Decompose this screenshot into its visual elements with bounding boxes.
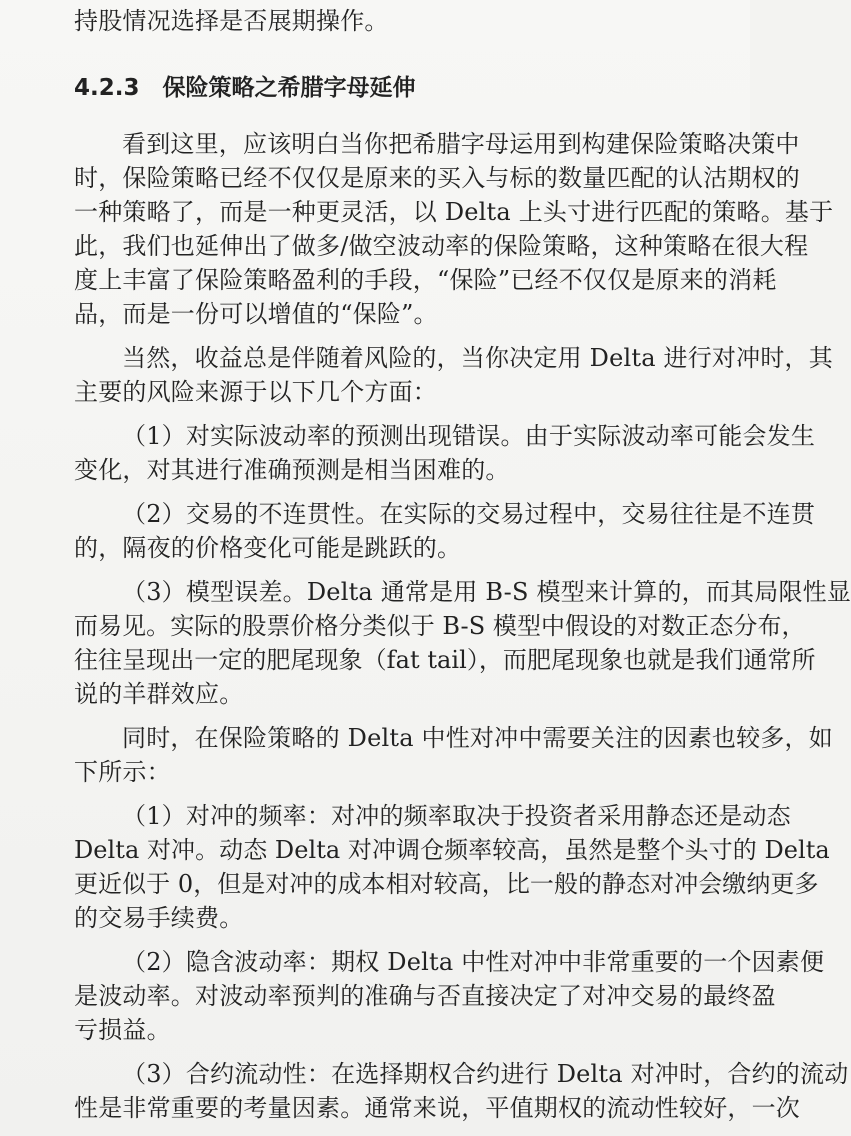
- risk-item-3: [74, 575, 851, 711]
- risk-item-3-line-3: 往往呈现出一定的肥尾现象（fat tail），而肥尾现象也就是我们通常所: [74, 646, 816, 674]
- factor-item-1-line-4: 的交易手续费。: [74, 904, 244, 932]
- paragraph-1-line-5: 度上丰富了保险策略盈利的手段，“保险”已经不仅仅是原来的消耗: [74, 266, 777, 294]
- paragraph-1-line-3: 一种策略了，而是一种更灵活，以 Delta 上头寸进行匹配的策略。基于: [74, 198, 834, 226]
- paragraph-2-line-1: 当然，收益总是伴随着风险的，当你决定用 Delta 进行对冲时，其: [122, 344, 833, 372]
- paragraph-3-line-2: 下所示：: [74, 758, 171, 786]
- risk-item-1-line-2: 变化，对其进行准确预测是相当困难的。: [74, 456, 510, 484]
- paragraph-3: [74, 721, 833, 789]
- paragraph-1-line-4: 此，我们也延伸出了做多/做空波动率的保险策略，这种策略在很大程: [74, 232, 809, 260]
- factor-item-2: [74, 945, 825, 1047]
- factor-item-2-line-1: （2）隐含波动率：期权 Delta 中性对冲中非常重要的一个因素便: [122, 948, 825, 976]
- risk-item-1: [74, 419, 816, 487]
- paragraph-1-line-2: 时，保险策略已经不仅仅是原来的买入与标的数量匹配的认沽期权的: [74, 164, 800, 192]
- factor-item-1-line-1: （1）对冲的频率：对冲的频率取决于投资者采用静态还是动态: [122, 802, 791, 830]
- paragraph-1-line-6: 品，而是一份可以增值的“保险”。: [74, 300, 438, 328]
- risk-item-3-line-2: 而易见。实际的股票价格分类似于 B-S 模型中假设的对数正态分布，: [74, 612, 806, 640]
- risk-item-2-line-2: 的，隔夜的价格变化可能是跳跃的。: [74, 534, 462, 562]
- factor-item-2-line-3: 亏损益。: [74, 1016, 171, 1044]
- page-content: [74, 4, 851, 1125]
- paragraph-3-line-1: 同时，在保险策略的 Delta 中性对冲中需要关注的因素也较多，如: [122, 724, 833, 752]
- risk-item-1-line-1: （1）对实际波动率的预测出现错误。由于实际波动率可能会发生: [122, 422, 816, 450]
- factor-item-3-line-1: （3）合约流动性：在选择期权合约进行 Delta 对冲时，合约的流动: [122, 1060, 849, 1088]
- section-heading: 4.2.3 保险策略之希腊字母延伸: [74, 75, 416, 101]
- paragraph-1-line-1: 看到这里，应该明白当你把希腊字母运用到构建保险策略决策中: [122, 130, 800, 158]
- factor-item-3: [74, 1057, 849, 1125]
- factor-item-1-line-3: 更近似于 0，但是对冲的成本相对较高，比一般的静态对冲会缴纳更多: [74, 870, 819, 898]
- intro-line: 持股情况选择是否展期操作。: [74, 7, 389, 35]
- risk-item-3-line-1: （3）模型误差。Delta 通常是用 B-S 模型来计算的，而其局限性显: [122, 578, 851, 606]
- factor-item-3-line-2: 性是非常重要的考量因素。通常来说，平值期权的流动性较好，一次: [74, 1094, 800, 1122]
- risk-item-2: [74, 497, 816, 565]
- factor-item-2-line-2: 是波动率。对波动率预判的准确与否直接决定了对冲交易的最终盈: [74, 982, 776, 1010]
- paragraph-1: [74, 127, 834, 331]
- factor-item-1: [74, 799, 830, 935]
- paragraph-2: [74, 341, 833, 409]
- risk-item-2-line-1: （2）交易的不连贯性。在实际的交易过程中，交易往往是不连贯: [122, 500, 816, 528]
- risk-item-3-line-4: 说的羊群效应。: [74, 680, 244, 708]
- paragraph-2-line-2: 主要的风险来源于以下几个方面：: [74, 378, 437, 406]
- factor-item-1-line-2: Delta 对冲。动态 Delta 对冲调仓频率较高，虽然是整个头寸的 Delta: [74, 836, 830, 864]
